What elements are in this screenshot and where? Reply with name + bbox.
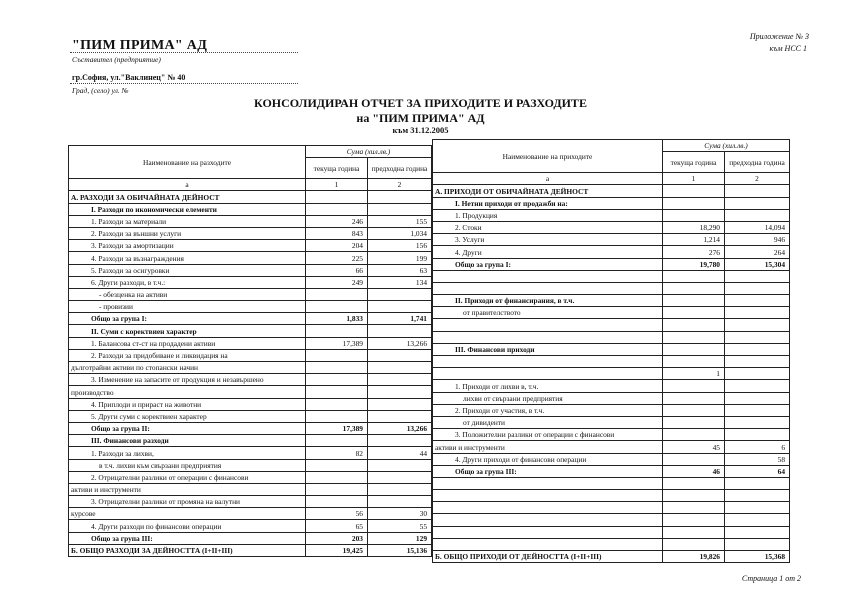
income-row-label xyxy=(433,331,663,343)
expenses-current-header: текуща година xyxy=(306,158,368,179)
income-index-a: а xyxy=(433,173,663,185)
report-title: КОНСОЛИДИРАН ОТЧЕТ ЗА ПРИХОДИТЕ И РАЗХОДИТЕ xyxy=(254,96,587,110)
expense-row xyxy=(69,532,432,544)
expense-row-prior: 199 xyxy=(368,252,432,264)
expense-row xyxy=(69,398,432,410)
income-row-prior: 14,094 xyxy=(725,221,790,233)
income-row xyxy=(433,490,790,502)
income-row-prior xyxy=(725,514,790,526)
income-prior-header: предходна година xyxy=(725,152,790,173)
address: гр.София, ул."Ваклинец" № 40 xyxy=(72,73,186,82)
company-underline xyxy=(70,52,298,53)
expense-row xyxy=(69,483,432,495)
income-row-label: 2. Стоки xyxy=(433,221,663,233)
expense-row-current: 56 xyxy=(306,508,368,520)
income-row xyxy=(433,477,790,489)
expense-row-prior xyxy=(368,288,432,300)
expense-row-prior: 13,266 xyxy=(368,422,432,434)
income-row xyxy=(433,234,790,246)
expense-row xyxy=(69,227,432,239)
income-sum-header: Сума (хил.лв.) xyxy=(663,140,790,152)
income-row-label xyxy=(433,538,663,550)
expense-row-current: 19,425 xyxy=(306,544,368,556)
income-row-prior xyxy=(725,490,790,502)
income-row xyxy=(433,295,790,307)
expense-row-label: 4. Приплоди и прираст на животни xyxy=(69,398,306,410)
expense-row xyxy=(69,215,432,227)
income-row-label: А. ПРИХОДИ ОТ ОБИЧАЙНАТА ДЕЙНОСТ xyxy=(433,185,663,197)
expense-row xyxy=(69,496,432,508)
income-row-current xyxy=(663,307,725,319)
report-date: към 31.12.2005 xyxy=(392,125,449,135)
expense-row-current xyxy=(306,386,368,398)
income-row-prior xyxy=(725,416,790,428)
income-row-label: 4. Други xyxy=(433,246,663,258)
expense-row-label: 4. Други разходи по финансови операции xyxy=(69,520,306,532)
expense-row-label: 6. Други разходи, в т.ч.: xyxy=(69,276,306,288)
income-row-prior: 15,368 xyxy=(725,551,790,563)
income-row-label: лихви от свързани предприятия xyxy=(433,392,663,404)
expense-row-prior: 134 xyxy=(368,276,432,288)
expense-row-prior xyxy=(368,362,432,374)
income-row-prior xyxy=(725,307,790,319)
expense-row xyxy=(69,508,432,520)
income-table xyxy=(432,139,790,563)
income-row xyxy=(433,392,790,404)
expense-row-current: 204 xyxy=(306,240,368,252)
expense-row-label: 3. Разходи за амортизации xyxy=(69,240,306,252)
expense-row-current: 203 xyxy=(306,532,368,544)
expense-row-current xyxy=(306,398,368,410)
expense-row-label: 3. Отрицателни разлики от промяна на валутни xyxy=(69,496,306,508)
expense-row-current xyxy=(306,325,368,337)
income-row xyxy=(433,185,790,197)
company-caption: Съставител (предприятие) xyxy=(72,55,161,64)
expense-row xyxy=(69,252,432,264)
expense-row-prior xyxy=(368,325,432,337)
expense-row xyxy=(69,325,432,337)
expense-row-current: 17,389 xyxy=(306,337,368,349)
income-row xyxy=(433,453,790,465)
income-row-current xyxy=(663,429,725,441)
expense-row-current: 65 xyxy=(306,520,368,532)
expense-row-current xyxy=(306,301,368,313)
income-row-current xyxy=(663,185,725,197)
expense-row-current: 249 xyxy=(306,276,368,288)
expense-row xyxy=(69,362,432,374)
address-underline xyxy=(70,83,298,84)
income-row-prior xyxy=(725,343,790,355)
income-name-header: Наименование на приходите xyxy=(433,140,663,173)
expense-row-prior: 1,741 xyxy=(368,313,432,325)
expense-row-label: II. Суми с коректвиен характер xyxy=(69,325,306,337)
expenses-table xyxy=(68,145,432,557)
income-row-label xyxy=(433,319,663,331)
expense-row-prior: 30 xyxy=(368,508,432,520)
expense-row xyxy=(69,349,432,361)
income-row-current xyxy=(663,404,725,416)
income-row-prior xyxy=(725,295,790,307)
income-index-1: 1 xyxy=(663,173,725,185)
expenses-prior-header: предходна година xyxy=(368,158,432,179)
income-row-prior: 6 xyxy=(725,441,790,453)
expense-row-label: - обезценка на активи xyxy=(69,288,306,300)
income-row-prior xyxy=(725,185,790,197)
income-row xyxy=(433,356,790,368)
income-row-prior: 15,304 xyxy=(725,258,790,270)
income-row xyxy=(433,282,790,294)
expense-row-current: 1,833 xyxy=(306,313,368,325)
expense-row xyxy=(69,422,432,434)
expense-row xyxy=(69,240,432,252)
income-row-current: 19,826 xyxy=(663,551,725,563)
expense-row-current: 17,389 xyxy=(306,422,368,434)
income-row-current xyxy=(663,270,725,282)
income-row-label xyxy=(433,282,663,294)
expense-row-prior: 15,136 xyxy=(368,544,432,556)
expense-row-label: 5. Други суми с коректвиен характер xyxy=(69,410,306,422)
income-current-header: текуща година xyxy=(663,152,725,173)
income-row-prior: 64 xyxy=(725,465,790,477)
income-row-current xyxy=(663,380,725,392)
expense-row xyxy=(69,276,432,288)
expense-row-current xyxy=(306,374,368,386)
income-row xyxy=(433,404,790,416)
expense-row xyxy=(69,374,432,386)
expense-row-label: А. РАЗХОДИ ЗА ОБИЧАЙНАТА ДЕЙНОСТ xyxy=(69,191,306,203)
income-row xyxy=(433,538,790,550)
expense-row-label: 3. Изменение на запасите от продукция и незавършено xyxy=(69,374,306,386)
income-row-label: активи и инструменти xyxy=(433,441,663,453)
expense-row-label: 1. Разходи за лихви, xyxy=(69,447,306,459)
income-row-prior xyxy=(725,526,790,538)
income-row xyxy=(433,221,790,233)
expense-row-current: 66 xyxy=(306,264,368,276)
expense-row-prior xyxy=(368,459,432,471)
income-row-current xyxy=(663,490,725,502)
expense-row xyxy=(69,435,432,447)
income-row-prior xyxy=(725,356,790,368)
income-row xyxy=(433,197,790,209)
expense-row-current xyxy=(306,483,368,495)
income-row-prior xyxy=(725,270,790,282)
expense-row-prior xyxy=(368,398,432,410)
expense-row-prior: 13,266 xyxy=(368,337,432,349)
income-row-prior xyxy=(725,380,790,392)
expense-row-current xyxy=(306,191,368,203)
expense-row xyxy=(69,337,432,349)
expense-row xyxy=(69,459,432,471)
income-row-current: 46 xyxy=(663,465,725,477)
income-row xyxy=(433,331,790,343)
income-row-label: 4. Други приходи от финансови операции xyxy=(433,453,663,465)
income-row xyxy=(433,368,790,380)
expense-row-label: 4. Разходи за възнаграждения xyxy=(69,252,306,264)
expense-row-prior: 55 xyxy=(368,520,432,532)
expense-row-current xyxy=(306,496,368,508)
income-row-current xyxy=(663,477,725,489)
income-row-prior xyxy=(725,331,790,343)
income-row-current xyxy=(663,526,725,538)
income-row xyxy=(433,343,790,355)
income-row-label: 3. Положителни разлики от операции с финансови xyxy=(433,429,663,441)
expense-row-label: дълготрайни активи по стопански начин xyxy=(69,362,306,374)
income-row-label: II. Приходи от финансирания, в т.ч. xyxy=(433,295,663,307)
expense-row-prior xyxy=(368,471,432,483)
expense-row xyxy=(69,313,432,325)
expense-row-label: 2. Разходи за придобиване и ликвидация на xyxy=(69,349,306,361)
expense-row-current: 246 xyxy=(306,215,368,227)
income-row xyxy=(433,319,790,331)
expense-row-prior xyxy=(368,301,432,313)
expense-row-prior: 63 xyxy=(368,264,432,276)
expense-row-label: в т.ч. лихви към свързани предприятия xyxy=(69,459,306,471)
expense-row-current xyxy=(306,203,368,215)
expense-row xyxy=(69,520,432,532)
income-row-prior xyxy=(725,477,790,489)
income-row xyxy=(433,246,790,258)
expense-row-prior xyxy=(368,386,432,398)
income-row-current xyxy=(663,282,725,294)
income-row-current xyxy=(663,514,725,526)
report-subtitle: на "ПИМ ПРИМА" АД xyxy=(356,111,485,125)
income-row-prior: 58 xyxy=(725,453,790,465)
expenses-sum-header: Сума (хил.лв.) xyxy=(306,146,432,158)
page-number: Страница 1 от 2 xyxy=(741,574,801,583)
expense-row-prior: 155 xyxy=(368,215,432,227)
expense-row-current xyxy=(306,471,368,483)
expense-row-label: - провизии xyxy=(69,301,306,313)
income-row-label: I. Нетни приходи от продажби на: xyxy=(433,197,663,209)
expense-row-current xyxy=(306,349,368,361)
income-row-prior xyxy=(725,502,790,514)
expense-row-prior xyxy=(368,483,432,495)
income-row-current xyxy=(663,392,725,404)
income-row-current xyxy=(663,453,725,465)
income-row-label: Общо за група I: xyxy=(433,258,663,270)
expense-row-prior: 156 xyxy=(368,240,432,252)
expenses-index-a: а xyxy=(69,179,306,191)
expense-row-label: производство xyxy=(69,386,306,398)
expense-row-prior xyxy=(368,203,432,215)
expense-row-prior: 1,034 xyxy=(368,227,432,239)
expense-row-current: 82 xyxy=(306,447,368,459)
income-row-label: Общо за група III: xyxy=(433,465,663,477)
expense-row-current xyxy=(306,459,368,471)
income-row-label xyxy=(433,368,663,380)
income-row xyxy=(433,514,790,526)
income-row xyxy=(433,307,790,319)
income-row-current: 1,214 xyxy=(663,234,725,246)
expense-row xyxy=(69,191,432,203)
expense-row xyxy=(69,386,432,398)
expense-row xyxy=(69,544,432,556)
income-row-prior xyxy=(725,319,790,331)
income-row-prior: 264 xyxy=(725,246,790,258)
expense-row-label: Б. ОБЩО РАЗХОДИ ЗА ДЕЙНОСТТА (I+II+III) xyxy=(69,544,306,556)
expense-row-prior xyxy=(368,410,432,422)
expense-row-label: 5. Разходи за осигуровки xyxy=(69,264,306,276)
expense-row-label: 2. Отрицателни разлики от операции с финансови xyxy=(69,471,306,483)
income-row-label xyxy=(433,502,663,514)
appendix-line2: към НСС 1 xyxy=(769,44,807,53)
income-index-2: 2 xyxy=(725,173,790,185)
income-row-current xyxy=(663,416,725,428)
income-row-prior xyxy=(725,404,790,416)
income-row xyxy=(433,502,790,514)
expense-row-label: 1. Разходи за материали xyxy=(69,215,306,227)
expense-row xyxy=(69,471,432,483)
expense-row xyxy=(69,203,432,215)
income-row-prior xyxy=(725,392,790,404)
appendix-line1: Приложение № 3 xyxy=(749,32,809,41)
income-row-label: Б. ОБЩО ПРИХОДИ ОТ ДЕЙНОСТТА (I+II+III) xyxy=(433,551,663,563)
income-row xyxy=(433,429,790,441)
expense-row-prior xyxy=(368,374,432,386)
expense-row-prior: 44 xyxy=(368,447,432,459)
income-row xyxy=(433,465,790,477)
expense-row-prior xyxy=(368,435,432,447)
income-row-current xyxy=(663,356,725,368)
expense-row-current xyxy=(306,288,368,300)
income-row-prior xyxy=(725,197,790,209)
income-row-current xyxy=(663,538,725,550)
expense-row-label: III. Финансови разходи xyxy=(69,435,306,447)
expenses-name-header: Наименование на разходите xyxy=(69,146,306,179)
income-row-label: от правителството xyxy=(433,307,663,319)
income-row xyxy=(433,209,790,221)
expense-row-current: 843 xyxy=(306,227,368,239)
income-row-current: 45 xyxy=(663,441,725,453)
address-caption: Град, (село) ул. № xyxy=(72,86,129,95)
income-row-label xyxy=(433,477,663,489)
income-row-label xyxy=(433,356,663,368)
income-row-current xyxy=(663,319,725,331)
income-row-current xyxy=(663,331,725,343)
income-row-label: от дивиденти xyxy=(433,416,663,428)
expense-row-prior xyxy=(368,191,432,203)
expense-row-current xyxy=(306,410,368,422)
expenses-index-1: 1 xyxy=(306,179,368,191)
expense-row xyxy=(69,410,432,422)
income-row xyxy=(433,551,790,563)
income-row xyxy=(433,526,790,538)
income-row-current xyxy=(663,209,725,221)
income-row-label: 2. Приходи от участия, в т.ч. xyxy=(433,404,663,416)
expense-row xyxy=(69,288,432,300)
expenses-index-2: 2 xyxy=(368,179,432,191)
expense-row-label: активи и инструменти xyxy=(69,483,306,495)
income-row-prior xyxy=(725,429,790,441)
income-row-label xyxy=(433,526,663,538)
income-row-label: 1. Приходи от лихви в, т.ч. xyxy=(433,380,663,392)
expense-row-label: Общо за група III: xyxy=(69,532,306,544)
expense-row-label: 1. Балансова ст-ст на продадени активи xyxy=(69,337,306,349)
income-row xyxy=(433,270,790,282)
expense-row-label: Общо за група I: xyxy=(69,313,306,325)
income-row xyxy=(433,380,790,392)
expense-row-current xyxy=(306,362,368,374)
income-row xyxy=(433,416,790,428)
expense-row xyxy=(69,301,432,313)
income-row-prior xyxy=(725,538,790,550)
income-row-prior xyxy=(725,368,790,380)
expense-row-current: 225 xyxy=(306,252,368,264)
expense-row-current xyxy=(306,435,368,447)
expense-row-prior: 129 xyxy=(368,532,432,544)
income-row xyxy=(433,258,790,270)
expense-row-label: Общо за група II: xyxy=(69,422,306,434)
expense-row-label: 2. Разходи за външни услуги xyxy=(69,227,306,239)
expense-row-label: I. Разходи по икономически елементи xyxy=(69,203,306,215)
income-row-current xyxy=(663,343,725,355)
income-row-label xyxy=(433,514,663,526)
expense-row xyxy=(69,447,432,459)
income-row-current: 1 xyxy=(663,368,725,380)
income-row-current xyxy=(663,197,725,209)
income-row-prior: 946 xyxy=(725,234,790,246)
income-row-label xyxy=(433,270,663,282)
expense-row-prior xyxy=(368,496,432,508)
expense-row-label: курсове xyxy=(69,508,306,520)
income-row-label: 1. Продукция xyxy=(433,209,663,221)
income-row-current xyxy=(663,502,725,514)
income-row-prior xyxy=(725,282,790,294)
income-row-label: 3. Услуги xyxy=(433,234,663,246)
expense-row-prior xyxy=(368,349,432,361)
income-row-label xyxy=(433,490,663,502)
company-name: "ПИМ ПРИМА" АД xyxy=(72,38,208,53)
income-row-current: 276 xyxy=(663,246,725,258)
income-row xyxy=(433,441,790,453)
income-row-prior xyxy=(725,209,790,221)
income-row-label: III. Финансови приходи xyxy=(433,343,663,355)
income-row-current: 18,290 xyxy=(663,221,725,233)
expense-row xyxy=(69,264,432,276)
income-row-current: 19,780 xyxy=(663,258,725,270)
income-row-current xyxy=(663,295,725,307)
